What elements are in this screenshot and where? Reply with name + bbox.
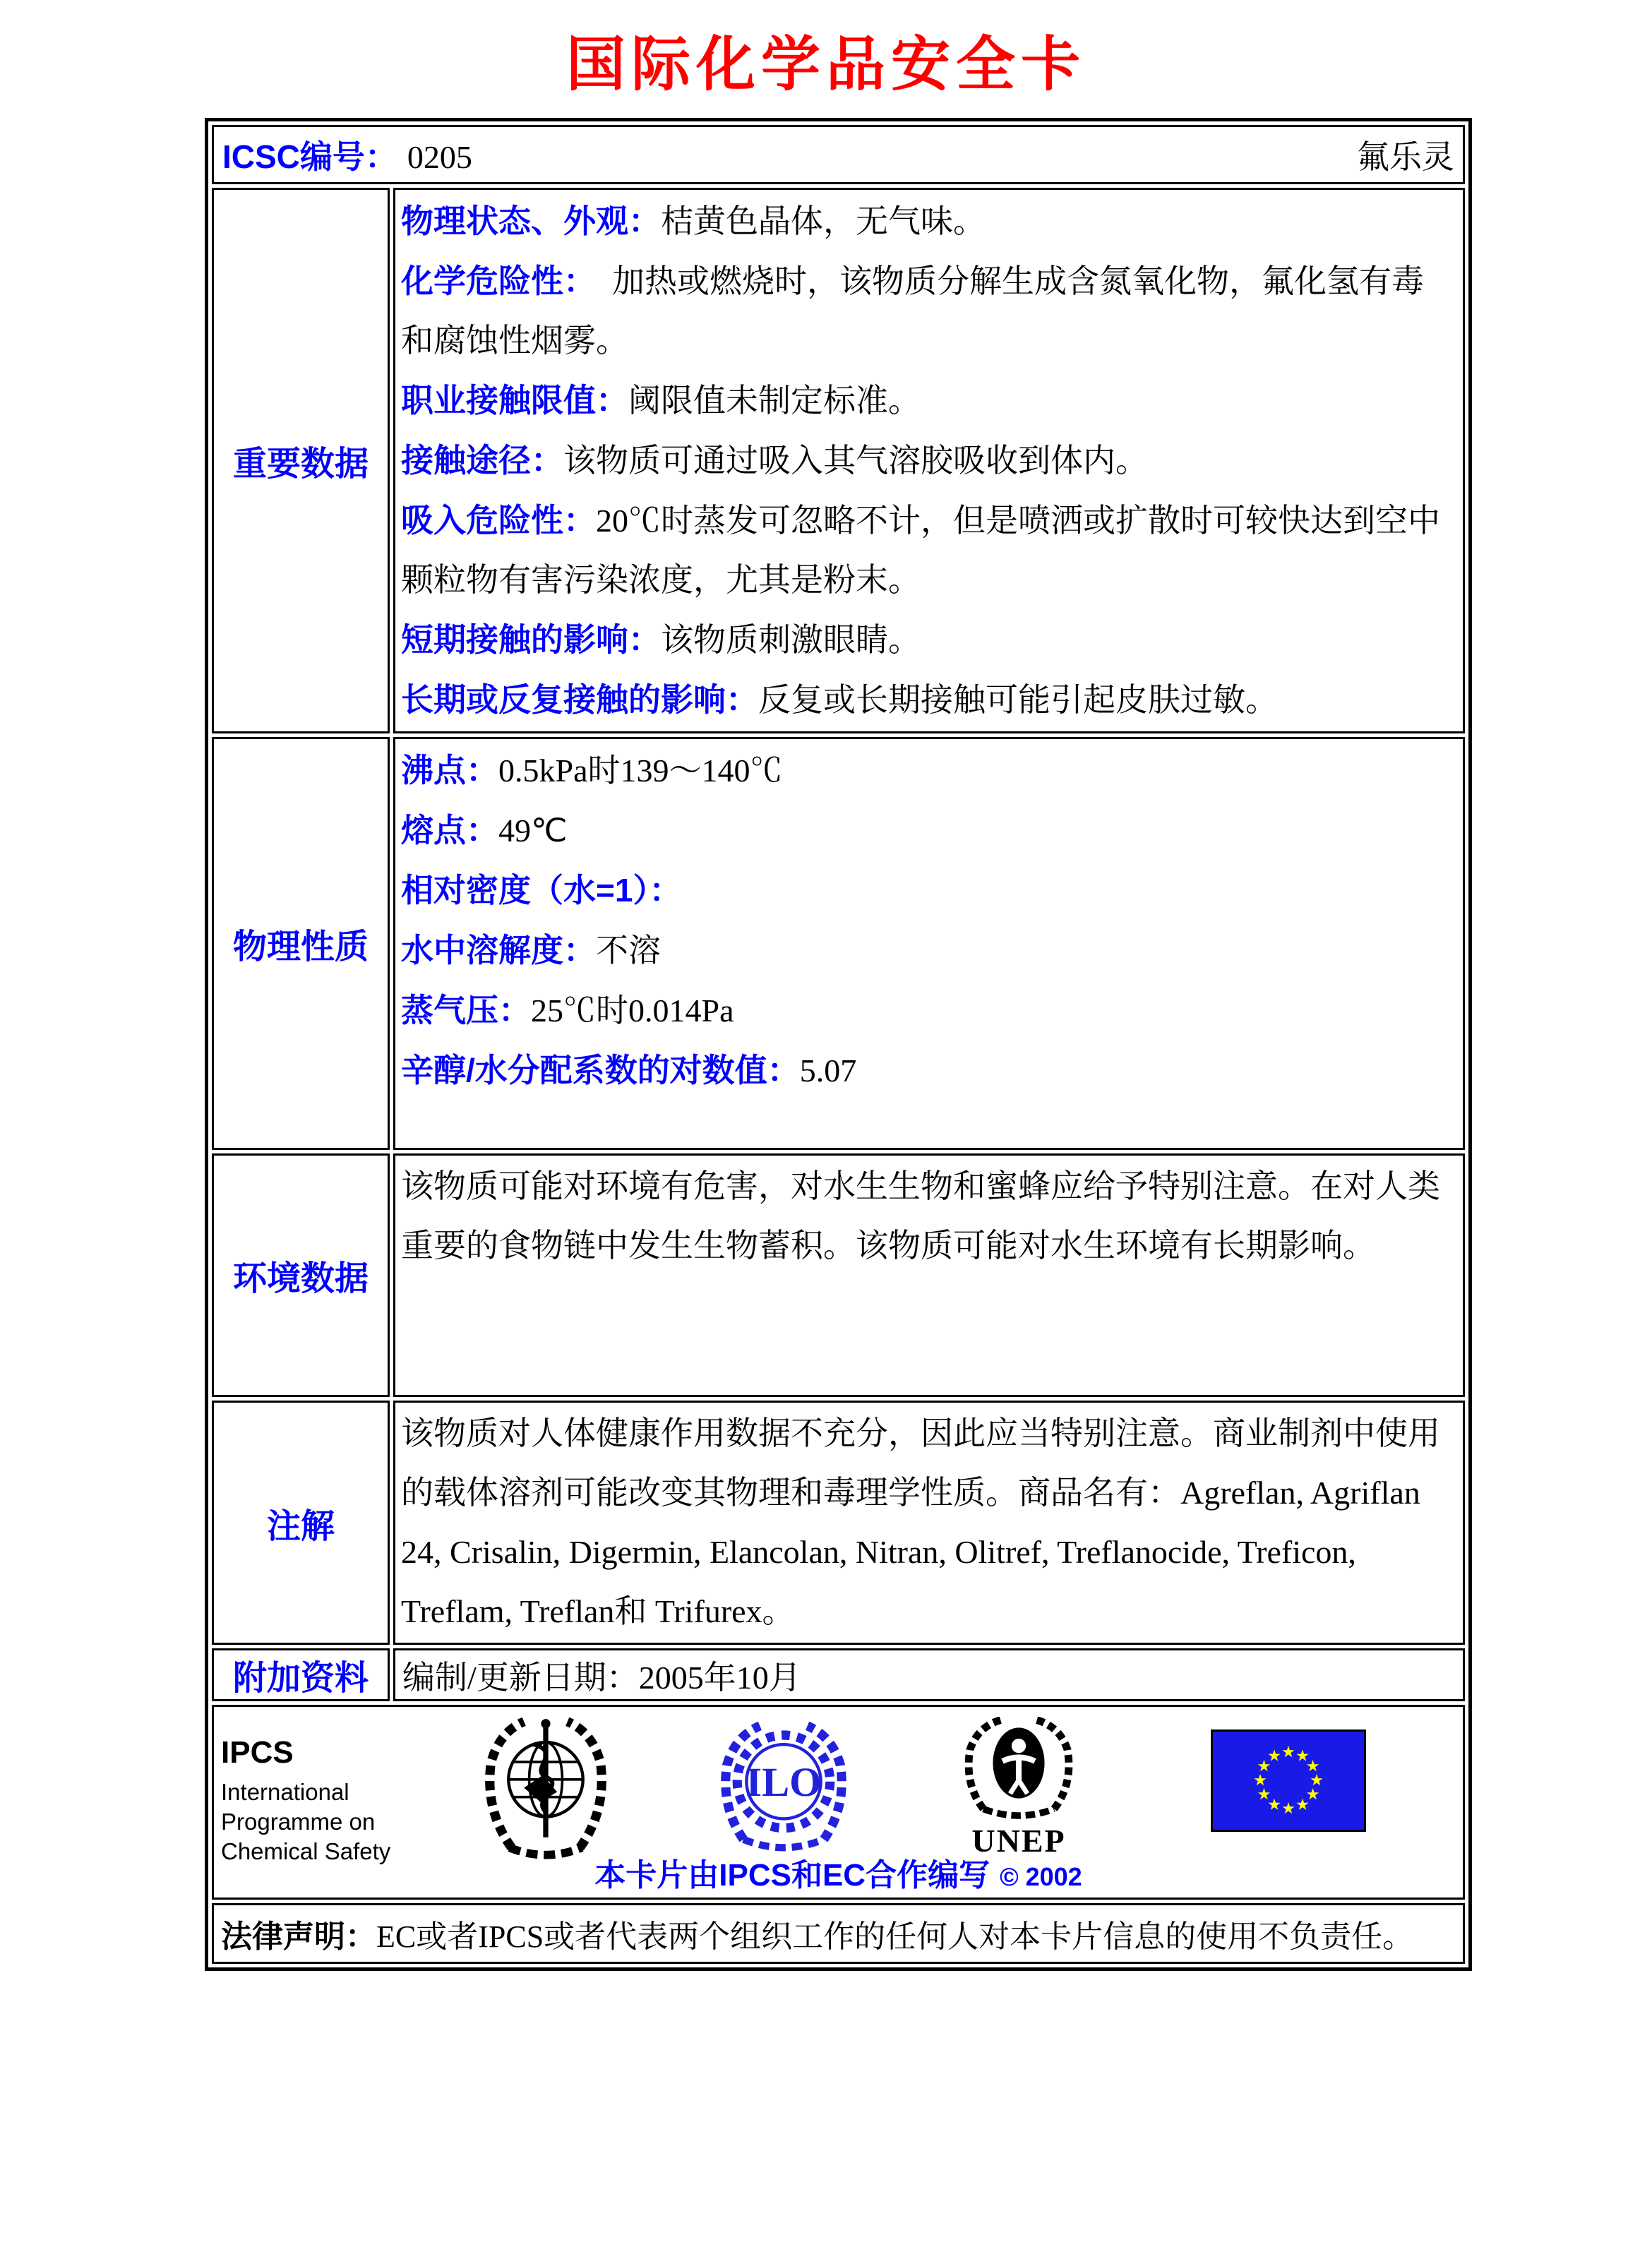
legal-row	[212, 1903, 1465, 1964]
item-text: 该物质刺激眼睛。	[661, 622, 921, 658]
item-label: 长期或反复接触的影响：	[401, 681, 758, 718]
section-row-important-data	[212, 188, 1465, 733]
item-label: 蒸气压：	[401, 992, 531, 1029]
header-row	[212, 125, 1465, 184]
item-text: 不溶	[596, 933, 661, 969]
logos-row	[212, 1705, 1465, 1900]
item-label: 辛醇/水分配系数的对数值：	[401, 1052, 800, 1089]
item-text: 25℃时0.014Pa	[531, 993, 734, 1029]
data-item	[401, 610, 1456, 670]
data-item	[401, 251, 1456, 371]
who-logo-icon	[475, 1715, 616, 1864]
item-text: 阈限值未制定标准。	[628, 383, 921, 419]
section-label-additional-info: 附加资料	[212, 1648, 390, 1701]
section-row-physical-properties	[212, 737, 1465, 1150]
icsc-number-group	[222, 131, 472, 178]
eu-flag-icon	[1211, 1730, 1366, 1835]
item-text: 5.07	[799, 1053, 857, 1089]
ilo-logo-icon	[717, 1720, 851, 1862]
section-text: 该物质可能对环境有危害，对水生生物和蜜蜂应给予特别注意。在对人类重要的食物链中发生生物蓄积。该物质可能对水生环境有长期影响。	[401, 1168, 1440, 1264]
item-text: 反复或长期接触可能引起皮肤过敏。	[758, 682, 1278, 718]
section-text: 该物质对人体健康作用数据不充分，因此应当特别注意。商业制剂中使用的载体溶剂可能改变其物理和毒理学性质。商品名有：Agreflan, Agriflan 24, Crisalin, Digermin, Elancolan, Nitran, Olitref, Treflanocide, Treficon, Treflam, Treflan和 Trifurex。	[401, 1415, 1440, 1629]
ipcs-text-block	[221, 1735, 390, 1866]
ipcs-subtitle-line: International	[221, 1779, 349, 1805]
section-label-environmental-data: 环境数据	[212, 1153, 390, 1397]
item-text: 该物质可通过吸入其气溶胶吸收到体内。	[563, 443, 1148, 479]
ipcs-subtitle-line: Chemical Safety	[221, 1838, 391, 1864]
section-content-additional-info	[393, 1648, 1465, 1701]
data-item	[401, 801, 1456, 861]
item-label: 水中溶解度：	[401, 932, 596, 969]
unep-logo-icon	[957, 1717, 1081, 1859]
logos-cell	[212, 1705, 1465, 1900]
item-text: 20℃时蒸发可忽略不计，但是喷洒或扩散时可较快达到空中颗粒物有害污染浓度，尤其是粉末。	[401, 503, 1440, 598]
item-label: 职业接触限值：	[401, 382, 628, 419]
legal-label: 法律声明：	[221, 1919, 376, 1954]
card-table	[205, 118, 1472, 1971]
legal-text: EC或者IPCS或者代表两个组织工作的任何人对本卡片信息的使用不负责任。	[376, 1919, 1414, 1954]
section-content-important-data	[393, 188, 1465, 733]
item-text: 0.5kPa时139～140℃	[498, 753, 783, 789]
data-item	[401, 1041, 1456, 1101]
section-row-environmental-data	[212, 1153, 1465, 1397]
item-label: 相对密度（水=1）：	[401, 872, 682, 909]
section-content-notes	[393, 1401, 1465, 1645]
item-label: 吸入危险性：	[401, 502, 596, 539]
item-label: 物理状态、外观：	[401, 203, 661, 239]
item-label: 熔点：	[401, 812, 498, 849]
data-item	[401, 431, 1456, 491]
caption-text: 本卡片由IPCS和EC合作编写	[594, 1858, 990, 1893]
section-label-important-data: 重要数据	[212, 188, 390, 733]
item-label: 短期接触的影响：	[401, 621, 661, 658]
page-title: 国际化学品安全卡	[565, 32, 1086, 98]
data-item	[401, 741, 1456, 801]
data-item	[401, 670, 1456, 730]
data-item	[401, 491, 1456, 610]
header-cell	[212, 125, 1465, 184]
item-text: 49℃	[498, 813, 568, 849]
item-label: 接触途径：	[401, 442, 563, 479]
icsc-number: 0205	[407, 139, 472, 175]
item-text: 桔黄色晶体，无气味。	[661, 203, 986, 239]
ilo-letters: ILO	[746, 1759, 822, 1806]
chemical-name: 氟乐灵	[1357, 139, 1454, 175]
data-item	[401, 981, 1456, 1041]
unep-label: UNEP	[971, 1823, 1066, 1859]
section-content-physical-properties	[393, 737, 1465, 1150]
data-item	[401, 921, 1456, 981]
ipcs-subtitle-line: Programme on	[221, 1809, 376, 1835]
item-text: 加热或燃烧时，该物质分解生成含氮氧化物，氟化氢有毒和腐蚀性烟雾。	[401, 263, 1424, 359]
cooperation-caption	[214, 1850, 1463, 1895]
item-label: 沸点：	[401, 752, 498, 789]
data-item	[401, 861, 1456, 921]
icsc-label: ICSC编号：	[222, 138, 397, 175]
legal-cell	[212, 1903, 1465, 1964]
section-row-additional-info	[212, 1648, 1465, 1701]
copyright-text: © 2002	[1000, 1862, 1082, 1891]
logos-wrap	[214, 1707, 1463, 1898]
data-item	[401, 191, 1456, 251]
item-label: 化学危险性：	[401, 263, 580, 299]
section-text: 编制/更新日期：2005年10月	[402, 1659, 801, 1696]
section-label-notes: 注解	[212, 1401, 390, 1645]
ipcs-title: IPCS	[221, 1735, 294, 1770]
section-row-notes	[212, 1401, 1465, 1645]
data-item	[401, 371, 1456, 431]
section-content-environmental-data	[393, 1153, 1465, 1397]
section-label-physical-properties: 物理性质	[212, 737, 390, 1150]
